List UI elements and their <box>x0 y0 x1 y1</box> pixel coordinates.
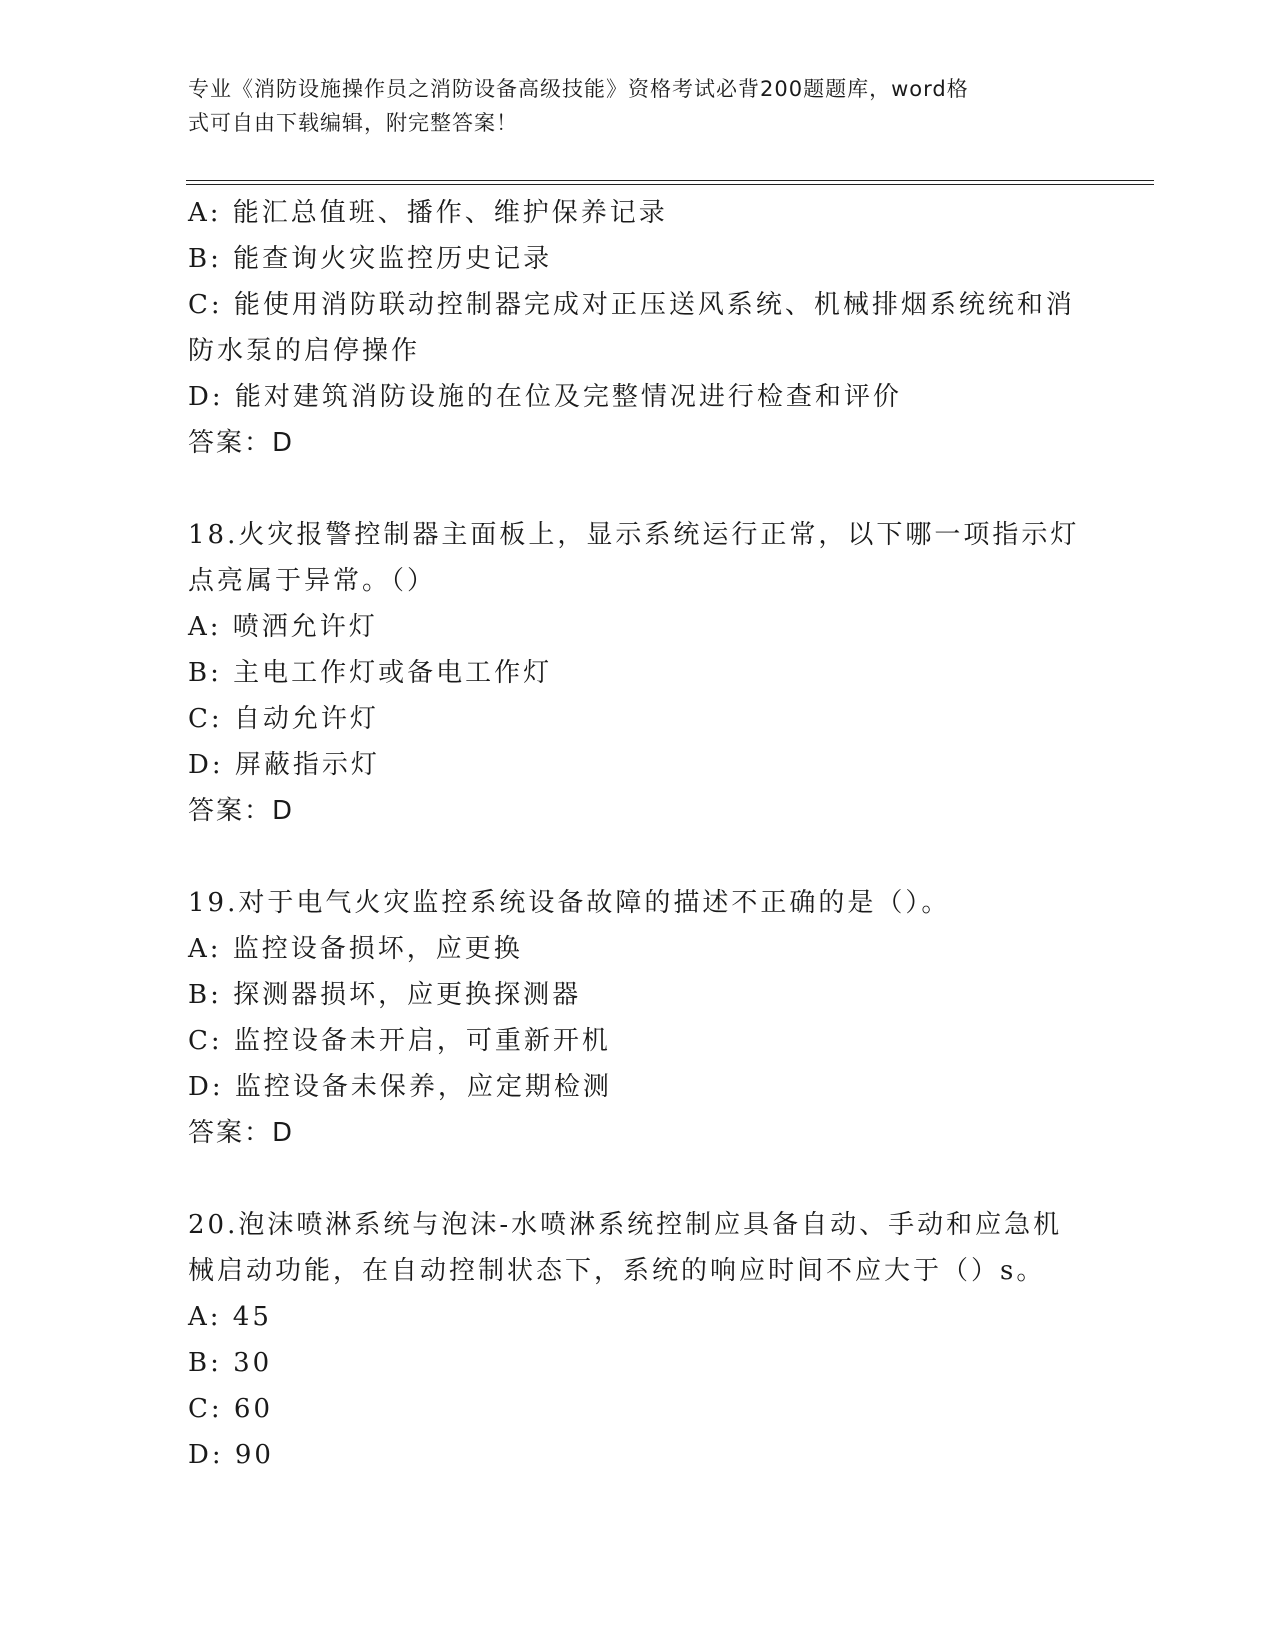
question-20-block <box>188 1202 1088 1478</box>
question-stem: 19.对于电气火灾监控系统设备故障的描述不正确的是（）。 <box>188 888 951 918</box>
option-c: C: 监控设备未开启，可重新开机 <box>188 1026 611 1056</box>
option-b: B: 30 <box>188 1348 273 1378</box>
question-stem: 18.火灾报警控制器主面板上，显示系统运行正常，以下哪一项指示灯 <box>188 520 1080 550</box>
option-b: B: 主电工作灯或备电工作灯 <box>188 658 553 688</box>
option-a: A: 监控设备损坏，应更换 <box>188 934 523 964</box>
question-stem: 20.泡沫喷淋系统与泡沫-水喷淋系统控制应具备自动、手动和应急机 <box>188 1210 1063 1240</box>
option-b: B: 探测器损坏，应更换探测器 <box>188 980 582 1010</box>
question-stem-continued: 点亮属于异常。（） <box>188 566 437 596</box>
option-a: A: 能汇总值班、播作、维护保养记录 <box>188 198 668 228</box>
answer-line: 答案：D <box>188 796 295 826</box>
option-a: A: 45 <box>188 1302 272 1332</box>
answer-line: 答案：D <box>188 1118 295 1148</box>
header-line-2: 式可自由下载编辑，附完整答案！ <box>188 111 518 135</box>
question-18-block <box>188 512 1088 834</box>
option-c: C: 自动允许灯 <box>188 704 379 734</box>
option-c: C: 60 <box>188 1394 274 1424</box>
header-divider-top <box>186 180 1154 181</box>
option-c: C: 能使用消防联动控制器完成对正压送风系统、机械排烟系统统和消 <box>188 290 1075 320</box>
question-stem-continued: 械启动功能，在自动控制状态下，系统的响应时间不应大于（）s。 <box>188 1256 1046 1286</box>
question-19-block <box>188 880 1088 1156</box>
option-c-continued: 防水泵的启停操作 <box>188 336 421 366</box>
previous-question-block <box>188 190 1088 466</box>
question-content <box>188 190 1088 1478</box>
option-d: D: 90 <box>188 1440 274 1470</box>
answer-line: 答案：D <box>188 428 295 458</box>
option-d: D: 屏蔽指示灯 <box>188 750 380 780</box>
header-line-1: 专业《消防设施操作员之消防设备高级技能》资格考试必背200题题库，word格 <box>188 77 969 101</box>
option-a: A: 喷洒允许灯 <box>188 612 378 642</box>
option-d: D: 监控设备未保养，应定期检测 <box>188 1072 612 1102</box>
spacer <box>188 834 1088 880</box>
option-b: B: 能查询火灾监控历史记录 <box>188 244 553 274</box>
header-divider-bottom <box>186 184 1154 185</box>
document-header <box>188 72 1088 140</box>
spacer <box>188 466 1088 512</box>
spacer <box>188 1156 1088 1202</box>
option-d: D: 能对建筑消防设施的在位及完整情况进行检查和评价 <box>188 382 902 412</box>
